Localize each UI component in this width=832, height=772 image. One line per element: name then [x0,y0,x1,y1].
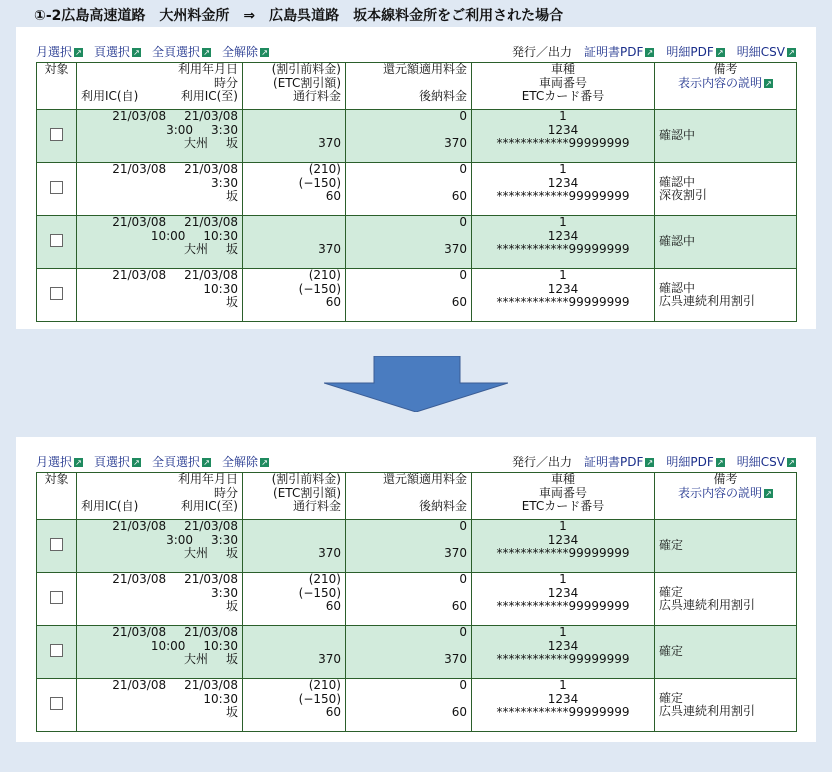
discount-note: 広呉連続利用割引 [659,294,756,308]
table-row [37,163,797,216]
etc-card-number: ************99999999 [496,599,630,613]
header-vehicle-type: 車種 [550,62,575,76]
down-arrow-icon [324,356,508,412]
header-plate: 車両番号 [538,75,587,90]
header-card: ETCカード番号 [521,499,605,513]
refund-cell [346,110,472,163]
etc-discount: (−150) [298,175,341,190]
detail-csv-link[interactable]: 明細CSV ↗ [736,45,795,59]
external-link-icon: ↗ [203,48,210,57]
all-pages-select-link[interactable]: 全頁選択 ↗ [152,45,210,59]
header-fee-pre: (割引前料金) [271,472,341,486]
toll-fee: 370 [318,652,341,666]
status-text: 確定 [659,644,684,659]
deferred-fee: 60 [451,189,467,203]
vehicle-type: 1 [559,572,567,586]
deferred-fee: 370 [444,242,467,256]
external-link-icon: ↗ [75,458,82,467]
header-ic-from: 利用IC(自) [81,499,139,513]
note-cell [655,269,797,322]
external-link-icon: ↗ [75,48,82,57]
refund-cell [346,269,472,322]
vehicle-type: 1 [559,519,567,533]
date-to: 21/03/08 [184,109,238,123]
date-from: 21/03/08 [112,109,167,123]
header-note [655,63,797,110]
vehicle-plate: 1234 [547,691,579,706]
display-description-link[interactable] [678,486,773,500]
vehicle-type: 1 [559,109,567,123]
vehicle-cell [472,216,655,269]
fee-before-discount: (210) [308,268,341,282]
external-link-icon: ↗ [716,458,724,467]
vehicle-plate: 1234 [547,175,579,190]
fee-before-discount: (210) [308,162,341,176]
refund-amount: 0 [459,268,467,282]
discount-note: 広呉連続利用割引 [659,598,756,612]
date-cell [77,679,243,732]
select-cell [37,110,77,163]
header-time-label: 時分 [213,75,238,90]
external-link-icon: ↗ [765,488,772,498]
header-time-label: 時分 [213,485,238,500]
row-checkbox[interactable] [50,538,63,551]
fee-cell [243,573,346,626]
before-panel [16,27,816,329]
page-select-link[interactable]: 頁選択 ↗ [94,455,140,469]
all-pages-select-link[interactable]: 全頁選択 ↗ [152,455,210,469]
external-link-icon: ↗ [765,78,772,88]
header-ic-to: 利用IC(至) [180,499,238,513]
ic-from: 大州 [183,242,208,256]
header-deferred-label: 後納料金 [418,499,467,513]
time-from: 3:00 [166,122,194,137]
ic-to: 坂 [225,546,238,560]
etc-card-number: ************99999999 [496,242,630,256]
usage-table [36,62,797,322]
vehicle-plate: 1234 [547,585,579,600]
header-fee: 通行料金 [292,499,341,513]
row-checkbox[interactable] [50,128,63,141]
time-from: 10:00 [150,638,186,653]
refund-cell [346,573,472,626]
fee-cell [243,110,346,163]
certificate-pdf-link[interactable]: 証明書PDF ↗ [584,45,654,59]
vehicle-type: 1 [559,678,567,692]
select-cell [37,269,77,322]
external-link-icon: ↗ [646,458,654,467]
header-fee [243,63,346,110]
month-select-link[interactable]: 月選択 ↗ [36,455,82,469]
header-refund [346,473,472,520]
vehicle-type: 1 [559,625,567,639]
vehicle-cell [472,679,655,732]
refund-amount: 0 [459,572,467,586]
header-card: ETCカード番号 [521,89,605,103]
ic-to: 坂 [225,705,238,719]
toolbar [36,43,796,61]
header-fee-disc: (ETC割引額) [273,485,341,500]
date-cell [77,216,243,269]
table-row [37,573,797,626]
header-fee [243,473,346,520]
status-text: 確認中 [659,234,696,249]
time-to: 10:30 [203,228,238,243]
time-to: 10:30 [203,638,238,653]
status-text: 確定 [659,538,684,553]
etc-card-number: ************99999999 [496,295,630,309]
vehicle-cell [472,626,655,679]
vehicle-plate: 1234 [547,228,579,243]
ic-to: 坂 [225,295,238,309]
date-from: 21/03/08 [112,215,167,229]
status-text: 確認中 [659,174,696,189]
date-cell [77,520,243,573]
fee-before-discount: (210) [308,572,341,586]
date-from: 21/03/08 [112,162,167,176]
discount-note: 広呉連続利用割引 [659,704,756,718]
date-from: 21/03/08 [112,572,167,586]
header-vehicle-type: 車種 [550,472,575,486]
time-to: 10:30 [203,281,238,296]
toll-fee: 60 [325,705,341,719]
vehicle-cell [472,110,655,163]
select-cell [37,626,77,679]
header-date [77,473,243,520]
status-text: 確定 [659,690,684,705]
external-link-icon: ↗ [646,48,654,57]
toll-fee: 60 [325,189,341,203]
time-from: 3:00 [166,532,194,547]
fee-cell [243,626,346,679]
clear-all-link[interactable]: 全解除 ↗ [222,45,268,59]
page-select-link[interactable]: 頁選択 ↗ [94,45,140,59]
refund-amount: 0 [459,109,467,123]
header-date-label: 利用年月日 [177,62,238,76]
vehicle-plate: 1234 [547,122,579,137]
row-checkbox[interactable] [50,234,63,247]
refund-amount: 0 [459,625,467,639]
date-from: 21/03/08 [112,625,167,639]
after-panel [16,437,816,742]
fee-before-discount: (210) [308,678,341,692]
external-link-icon: ↗ [203,458,210,467]
ic-to: 坂 [225,652,238,666]
detail-pdf-link[interactable]: 明細PDF ↗ [666,455,724,469]
date-from: 21/03/08 [112,268,167,282]
external-link-icon: ↗ [133,458,140,467]
note-cell [655,110,797,163]
header-refund-label: 還元額適用料金 [382,62,467,76]
date-to: 21/03/08 [184,215,238,229]
usage-table [36,472,797,732]
header-ic-from: 利用IC(自) [81,89,139,103]
vehicle-cell [472,269,655,322]
header-deferred-label: 後納料金 [418,89,467,103]
header-target-label: 対象 [44,472,69,486]
header-fee-pre: (割引前料金) [271,62,341,76]
select-cell [37,573,77,626]
date-cell [77,163,243,216]
date-to: 21/03/08 [184,625,238,639]
deferred-fee: 370 [444,652,467,666]
discount-note: 深夜割引 [659,188,708,202]
external-link-icon: ↗ [788,458,795,467]
external-link-icon: ↗ [261,48,268,57]
table-row [37,626,797,679]
refund-cell [346,679,472,732]
time-from: 10:00 [150,228,186,243]
vehicle-type: 1 [559,162,567,176]
detail-csv-link[interactable]: 明細CSV ↗ [736,455,795,469]
detail-pdf-link[interactable]: 明細PDF ↗ [666,45,724,59]
row-checkbox[interactable] [50,181,63,194]
deferred-fee: 370 [444,136,467,150]
page-title: ①-2広島高速道路 大州料金所 ⇒ 広島呉道路 坂本線料金所をご利用された場合 [34,8,564,24]
header-target-label: 対象 [44,62,69,76]
header-ic-to: 利用IC(至) [180,89,238,103]
refund-cell [346,216,472,269]
date-from: 21/03/08 [112,678,167,692]
header-refund [346,63,472,110]
table-header [37,63,797,110]
header-note-label: 備考 [713,62,738,76]
ic-to: 坂 [225,242,238,256]
deferred-fee: 60 [451,705,467,719]
external-link-icon: ↗ [716,48,724,57]
row-checkbox[interactable] [50,644,63,657]
fee-cell [243,520,346,573]
note-cell [655,626,797,679]
toll-fee: 60 [325,295,341,309]
ic-from: 大州 [183,136,208,150]
issue-label: 発行／出力 [511,45,572,59]
date-cell [77,269,243,322]
fee-cell [243,216,346,269]
note-cell [655,163,797,216]
display-description-link[interactable] [678,76,773,90]
header-date [77,63,243,110]
header-refund-label: 還元額適用料金 [382,472,467,486]
etc-discount: (−150) [298,281,341,296]
date-to: 21/03/08 [184,572,238,586]
external-link-icon: ↗ [133,48,140,57]
note-cell [655,216,797,269]
table-row [37,216,797,269]
etc-card-number: ************99999999 [496,546,630,560]
date-cell [77,110,243,163]
header-plate: 車両番号 [538,485,587,500]
note-cell [655,573,797,626]
toll-fee: 370 [318,136,341,150]
table-header [37,473,797,520]
display-description-label: 表示内容の説明 [677,485,762,500]
refund-amount: 0 [459,678,467,692]
fee-cell [243,269,346,322]
refund-amount: 0 [459,519,467,533]
ic-to: 坂 [225,136,238,150]
date-to: 21/03/08 [184,162,238,176]
select-cell [37,679,77,732]
toll-fee: 60 [325,599,341,613]
time-to: 3:30 [211,532,238,547]
select-cell [37,520,77,573]
header-target [37,63,77,110]
fee-cell [243,679,346,732]
toolbar [36,453,796,471]
header-date-label: 利用年月日 [177,472,238,486]
row-checkbox[interactable] [50,697,63,710]
table-row [37,269,797,322]
refund-cell [346,626,472,679]
table-row [37,520,797,573]
issue-label: 発行／出力 [511,455,572,469]
vehicle-type: 1 [559,215,567,229]
etc-card-number: ************99999999 [496,136,630,150]
date-cell [77,626,243,679]
note-cell [655,679,797,732]
month-select-link[interactable]: 月選択 ↗ [36,45,82,59]
etc-card-number: ************99999999 [496,652,630,666]
external-link-icon: ↗ [261,458,268,467]
time-to: 3:30 [211,122,238,137]
refund-amount: 0 [459,215,467,229]
select-cell [37,163,77,216]
toll-fee: 370 [318,242,341,256]
vehicle-type: 1 [559,268,567,282]
time-to: 3:30 [211,585,238,600]
toll-fee: 370 [318,546,341,560]
time-to: 3:30 [211,175,238,190]
header-vehicle [472,473,655,520]
refund-cell [346,520,472,573]
date-cell [77,573,243,626]
certificate-pdf-link[interactable]: 証明書PDF ↗ [584,455,654,469]
ic-to: 坂 [225,189,238,203]
row-checkbox[interactable] [50,591,63,604]
vehicle-plate: 1234 [547,281,579,296]
display-description-label: 表示内容の説明 [677,75,762,90]
status-text: 確定 [659,584,684,599]
deferred-fee: 370 [444,546,467,560]
date-to: 21/03/08 [184,678,238,692]
time-to: 10:30 [203,691,238,706]
external-link-icon: ↗ [788,48,795,57]
clear-all-link[interactable]: 全解除 ↗ [222,455,268,469]
status-text: 確認中 [659,280,696,295]
table-row [37,110,797,163]
vehicle-plate: 1234 [547,532,579,547]
header-note-label: 備考 [713,472,738,486]
etc-card-number: ************99999999 [496,189,630,203]
vehicle-plate: 1234 [547,638,579,653]
ic-from: 大州 [183,546,208,560]
etc-discount: (−150) [298,585,341,600]
deferred-fee: 60 [451,295,467,309]
etc-discount: (−150) [298,691,341,706]
refund-cell [346,163,472,216]
header-note [655,473,797,520]
note-cell [655,520,797,573]
status-text: 確認中 [659,128,696,143]
vehicle-cell [472,573,655,626]
table-row [37,679,797,732]
row-checkbox[interactable] [50,287,63,300]
header-vehicle [472,63,655,110]
refund-amount: 0 [459,162,467,176]
date-to: 21/03/08 [184,268,238,282]
ic-from: 大州 [183,652,208,666]
header-fee: 通行料金 [292,89,341,103]
header-fee-disc: (ETC割引額) [273,75,341,90]
vehicle-cell [472,520,655,573]
date-from: 21/03/08 [112,519,167,533]
header-target [37,473,77,520]
fee-cell [243,163,346,216]
date-to: 21/03/08 [184,519,238,533]
select-cell [37,216,77,269]
ic-to: 坂 [225,599,238,613]
etc-card-number: ************99999999 [496,705,630,719]
vehicle-cell [472,163,655,216]
deferred-fee: 60 [451,599,467,613]
